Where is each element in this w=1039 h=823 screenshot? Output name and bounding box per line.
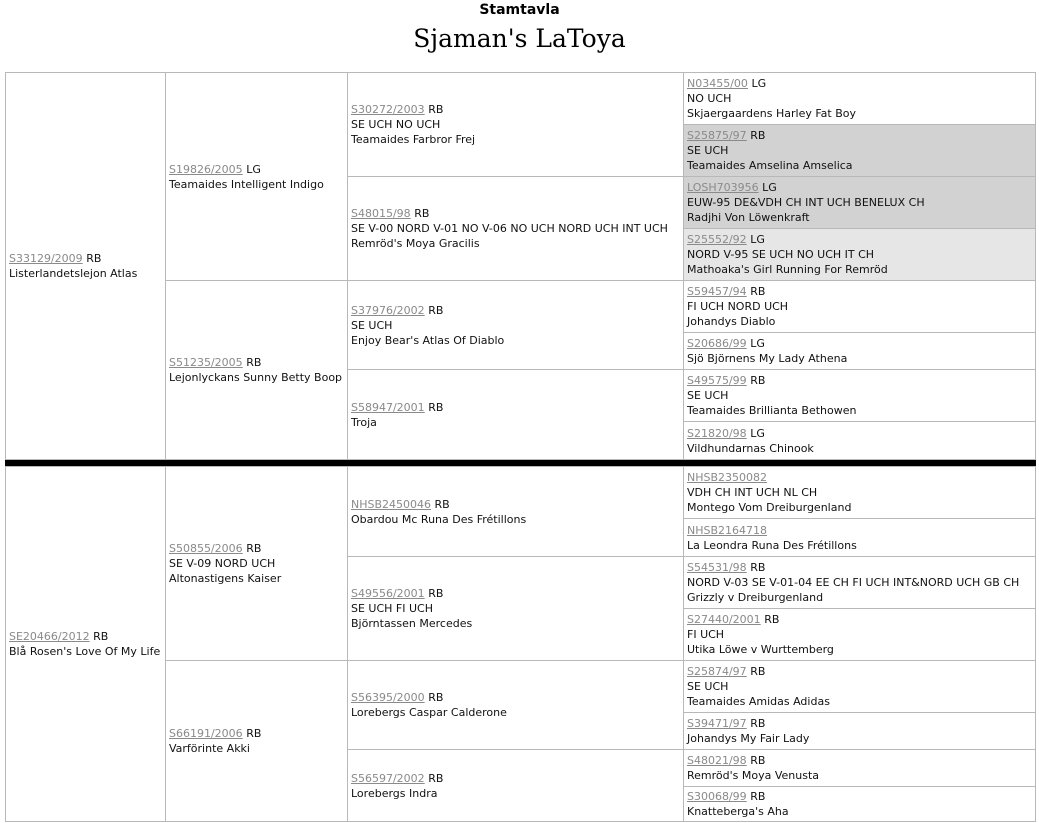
dog-titles: SE V-00 NORD V-01 NO V-06 NO UCH NORD UCH INT UCH xyxy=(351,222,668,235)
dog-entry xyxy=(169,162,324,192)
registration-line xyxy=(351,303,504,318)
dog-entry xyxy=(687,232,888,277)
pedigree-sddd xyxy=(683,421,1036,460)
pedigree-sss xyxy=(347,72,684,177)
coat-color: RB xyxy=(428,771,444,785)
registration-number-link[interactable]: S37976/2002 xyxy=(351,303,425,317)
dog-entry xyxy=(169,355,342,385)
pedigree-dam-dam xyxy=(165,660,348,822)
coat-color: RB xyxy=(246,542,262,555)
dog-entry xyxy=(351,586,472,631)
registration-line xyxy=(687,716,809,731)
registration-number-link[interactable]: S20686/99 xyxy=(687,337,747,350)
coat-color: LG xyxy=(750,233,765,246)
registration-line xyxy=(9,251,137,266)
coat-color: RB xyxy=(764,613,780,626)
dog-name: Vildhundarnas Chinook xyxy=(687,441,814,455)
dog-entry xyxy=(687,180,925,225)
registration-number-link[interactable]: S49556/2001 xyxy=(351,587,425,600)
dog-name: Mathoaka's Girl Running For Remröd xyxy=(687,263,888,276)
dog-entry xyxy=(9,629,160,659)
coat-color: RB xyxy=(246,356,262,369)
registration-number-link[interactable]: S48021/98 xyxy=(687,754,747,767)
pedigree-dss xyxy=(347,466,684,557)
pedigree-ssdd xyxy=(683,228,1036,281)
pedigree-dam xyxy=(5,466,166,822)
pedigree-dsss xyxy=(683,466,1036,519)
coat-color: RB xyxy=(428,303,444,317)
registration-number-link[interactable]: LOSH703956 xyxy=(687,181,759,194)
registration-number-link[interactable]: S21820/98 xyxy=(687,426,747,440)
dog-name: Teamaides Farbror Frej xyxy=(351,133,476,146)
dog-entry xyxy=(687,612,834,657)
registration-line xyxy=(687,373,856,388)
dog-name: Johandys My Fair Lady xyxy=(687,732,810,745)
pedigree-sire-sire xyxy=(165,72,348,281)
dog-entry xyxy=(169,541,281,586)
coat-color: RB xyxy=(428,587,444,600)
pedigree-sdds xyxy=(683,369,1036,422)
dog-entry xyxy=(687,426,814,456)
coat-color: RB xyxy=(414,207,430,220)
dog-name: Björntassen Mercedes xyxy=(351,617,473,630)
registration-line xyxy=(687,664,830,679)
pedigree-sdss xyxy=(683,280,1036,333)
dog-entry xyxy=(351,303,504,348)
pedigree-sds xyxy=(347,280,684,370)
dog-entry xyxy=(687,664,830,709)
dog-name: Remröd's Moya Gracilis xyxy=(351,237,480,250)
registration-number-link[interactable]: S56597/2002 xyxy=(351,771,425,785)
registration-line xyxy=(687,470,851,485)
dog-name: Sjö Björnens My Lady Athena xyxy=(687,352,848,365)
registration-line xyxy=(9,629,160,644)
coat-color: RB xyxy=(750,129,766,142)
registration-number-link[interactable]: SE20466/2012 xyxy=(9,630,90,643)
registration-line xyxy=(169,541,281,556)
coat-color: LG xyxy=(751,77,767,90)
dog-entry xyxy=(351,497,526,527)
dog-entry xyxy=(687,470,851,515)
dog-name: Grizzly v Dreiburgenland xyxy=(687,591,824,604)
dog-titles: VDH CH INT UCH NL CH xyxy=(687,486,818,499)
dog-name: Teamaides Amselina Amselica xyxy=(687,159,853,172)
registration-line xyxy=(351,400,443,415)
dog-name: Obardou Mc Runa Des Frétillons xyxy=(351,512,527,526)
pedigree-dddd xyxy=(683,786,1036,822)
pedigree-ddds xyxy=(683,749,1036,787)
registration-number-link[interactable]: N03455/00 xyxy=(687,77,748,90)
coat-color: LG xyxy=(246,162,261,176)
registration-number-link[interactable]: S25875/97 xyxy=(687,129,747,142)
dog-name: Utika Löwe v Wurttemberg xyxy=(687,643,834,656)
registration-number-link[interactable]: S51235/2005 xyxy=(169,356,243,369)
pedigree-dsds xyxy=(683,556,1036,609)
registration-line xyxy=(351,771,443,786)
pedigree-ddd xyxy=(347,749,684,822)
dog-name: Teamaides Intelligent Indigo xyxy=(169,177,324,191)
dog-titles: SE UCH xyxy=(351,318,393,332)
dog-titles: SE UCH xyxy=(687,389,729,402)
registration-number-link[interactable]: NHSB2450046 xyxy=(351,497,432,511)
registration-number-link[interactable]: S50855/2006 xyxy=(169,542,243,555)
dog-name: Troja xyxy=(351,415,377,429)
dog-name: La Leondra Runa Des Frétillons xyxy=(687,538,857,552)
dog-entry xyxy=(687,76,856,121)
dog-entry xyxy=(351,400,443,430)
dog-name: Teamaides Amidas Adidas xyxy=(687,695,830,708)
coat-color: RB xyxy=(750,754,766,767)
document-type-title: Stamtavla xyxy=(479,2,560,18)
registration-number-link[interactable]: NHSB2350082 xyxy=(687,471,768,484)
dog-name: Teamaides Brillianta Bethowen xyxy=(687,404,857,417)
dog-titles: FI UCH NORD UCH xyxy=(687,300,789,313)
coat-color: LG xyxy=(750,337,765,350)
dog-titles: FI UCH xyxy=(687,628,725,641)
registration-line xyxy=(687,753,819,768)
dog-entry xyxy=(687,560,1019,605)
dog-entry xyxy=(687,373,856,418)
registration-line xyxy=(687,284,788,299)
coat-color: RB xyxy=(428,400,444,414)
coat-color: RB xyxy=(750,717,766,730)
pedigree-sdsd xyxy=(683,332,1036,370)
pedigree-sdd xyxy=(347,369,684,460)
coat-color: RB xyxy=(750,665,766,678)
coat-color: RB xyxy=(246,727,262,740)
registration-number-link[interactable]: S66191/2006 xyxy=(169,727,243,740)
registration-number-link[interactable]: S25874/97 xyxy=(687,665,747,678)
pedigree-dam-sire xyxy=(165,466,348,661)
registration-number-link[interactable]: S30068/99 xyxy=(687,790,747,803)
registration-line xyxy=(351,102,475,117)
dog-name: Skjaergaardens Harley Fat Boy xyxy=(687,107,857,120)
dog-name: Varförinte Akki xyxy=(169,742,250,755)
pedigree-ddss xyxy=(683,660,1036,713)
dog-titles: NORD V-03 SE V-01-04 EE CH FI UCH INT&NORD UCH GB CH xyxy=(687,576,1020,589)
coat-color: RB xyxy=(93,630,109,643)
dog-titles: EUW-95 DE&VDH CH INT UCH BENELUX CH xyxy=(687,196,925,209)
dog-name: Lorebergs Indra xyxy=(351,786,438,800)
dog-entry xyxy=(687,716,809,746)
dog-titles: SE V-09 NORD UCH xyxy=(169,557,276,570)
registration-line xyxy=(351,586,472,601)
dog-entry xyxy=(687,789,789,819)
dog-name: Montego Vom Dreiburgenland xyxy=(687,501,852,514)
coat-color: RB xyxy=(434,497,450,511)
registration-number-link[interactable]: S59457/94 xyxy=(687,285,747,298)
coat-color: LG xyxy=(762,181,777,194)
coat-color: LG xyxy=(750,426,765,440)
coat-color: RB xyxy=(750,561,766,574)
dog-entry xyxy=(687,128,853,173)
dog-titles: SE UCH NO UCH xyxy=(351,118,441,131)
registration-line xyxy=(169,355,342,370)
pedigree-ssds xyxy=(683,176,1036,229)
dog-entry xyxy=(9,251,137,281)
coat-color: RB xyxy=(750,285,766,298)
registration-line xyxy=(351,206,668,221)
dog-name: Lorebergs Caspar Calderone xyxy=(351,706,507,719)
registration-number-link[interactable]: S56395/2000 xyxy=(351,691,425,704)
dog-name: Remröd's Moya Venusta xyxy=(687,769,820,782)
pedigree-sssd xyxy=(683,124,1036,177)
coat-color: RB xyxy=(750,374,766,387)
pedigree-dsd xyxy=(347,556,684,661)
registration-line xyxy=(687,523,857,538)
registration-number-link[interactable]: S48015/98 xyxy=(351,207,411,220)
registration-number-link[interactable]: S19826/2005 xyxy=(169,162,243,176)
dog-name: Listerlandetslejon Atlas xyxy=(9,267,138,280)
dog-name: Blå Rosen's Love Of My Life xyxy=(9,645,161,658)
dog-titles: NORD V-95 SE UCH NO UCH IT CH xyxy=(687,248,875,261)
dog-titles: SE UCH xyxy=(687,680,729,693)
registration-number-link[interactable]: S27440/2001 xyxy=(687,613,761,626)
coat-color: RB xyxy=(428,691,444,704)
dog-entry xyxy=(687,523,857,553)
pedigree-sire xyxy=(5,72,166,460)
dog-name-title: Sjaman's LaToya xyxy=(413,24,626,53)
registration-line xyxy=(351,497,526,512)
registration-line xyxy=(169,162,324,177)
dog-entry xyxy=(687,336,847,366)
registration-line xyxy=(169,726,261,741)
dog-name: Johandys Diablo xyxy=(687,315,776,328)
dog-name: Altonastigens Kaiser xyxy=(169,572,282,585)
registration-number-link[interactable]: S25552/92 xyxy=(687,233,747,246)
registration-line xyxy=(687,612,834,627)
registration-number-link[interactable]: S33129/2009 xyxy=(9,252,83,265)
dog-name: Knatteberga's Aha xyxy=(687,805,789,818)
coat-color: RB xyxy=(428,103,444,116)
registration-line xyxy=(687,180,925,195)
dog-titles: SE UCH FI UCH xyxy=(351,602,434,615)
registration-line xyxy=(687,76,856,91)
registration-line xyxy=(687,789,789,804)
registration-line xyxy=(351,690,507,705)
pedigree-ddsd xyxy=(683,712,1036,750)
registration-number-link[interactable]: S54531/98 xyxy=(687,561,747,574)
dog-entry xyxy=(351,102,475,147)
registration-number-link[interactable]: S58947/2001 xyxy=(351,400,425,414)
dog-name: Lejonlyckans Sunny Betty Boop xyxy=(169,371,343,384)
dog-titles: SE UCH xyxy=(687,144,729,157)
dog-name: Radjhi Von Löwenkraft xyxy=(687,211,810,224)
registration-line xyxy=(687,426,814,441)
pedigree-ssss xyxy=(683,72,1036,125)
dog-entry xyxy=(687,284,788,329)
registration-line xyxy=(687,128,853,143)
pedigree-dsdd xyxy=(683,608,1036,661)
dog-entry xyxy=(687,753,819,783)
registration-line xyxy=(687,232,888,247)
pedigree-ssd xyxy=(347,176,684,281)
dog-titles: NO UCH xyxy=(687,92,732,105)
registration-line xyxy=(687,336,847,351)
registration-number-link[interactable]: S49575/99 xyxy=(687,374,747,387)
dog-entry xyxy=(351,690,507,720)
dog-entry xyxy=(351,771,443,801)
pedigree-dds xyxy=(347,660,684,750)
registration-number-link[interactable]: S39471/97 xyxy=(687,717,747,730)
coat-color: RB xyxy=(750,790,766,803)
registration-number-link[interactable]: S30272/2003 xyxy=(351,103,425,116)
dog-entry xyxy=(169,726,261,756)
pedigree-dssd xyxy=(683,518,1036,557)
registration-number-link[interactable]: NHSB2164718 xyxy=(687,523,768,537)
coat-color: RB xyxy=(86,252,102,265)
dog-name: Enjoy Bear's Atlas Of Diablo xyxy=(351,333,505,347)
dog-entry xyxy=(351,206,668,251)
sire-dam-separator xyxy=(5,459,1036,466)
registration-line xyxy=(687,560,1019,575)
pedigree-sire-dam xyxy=(165,280,348,460)
